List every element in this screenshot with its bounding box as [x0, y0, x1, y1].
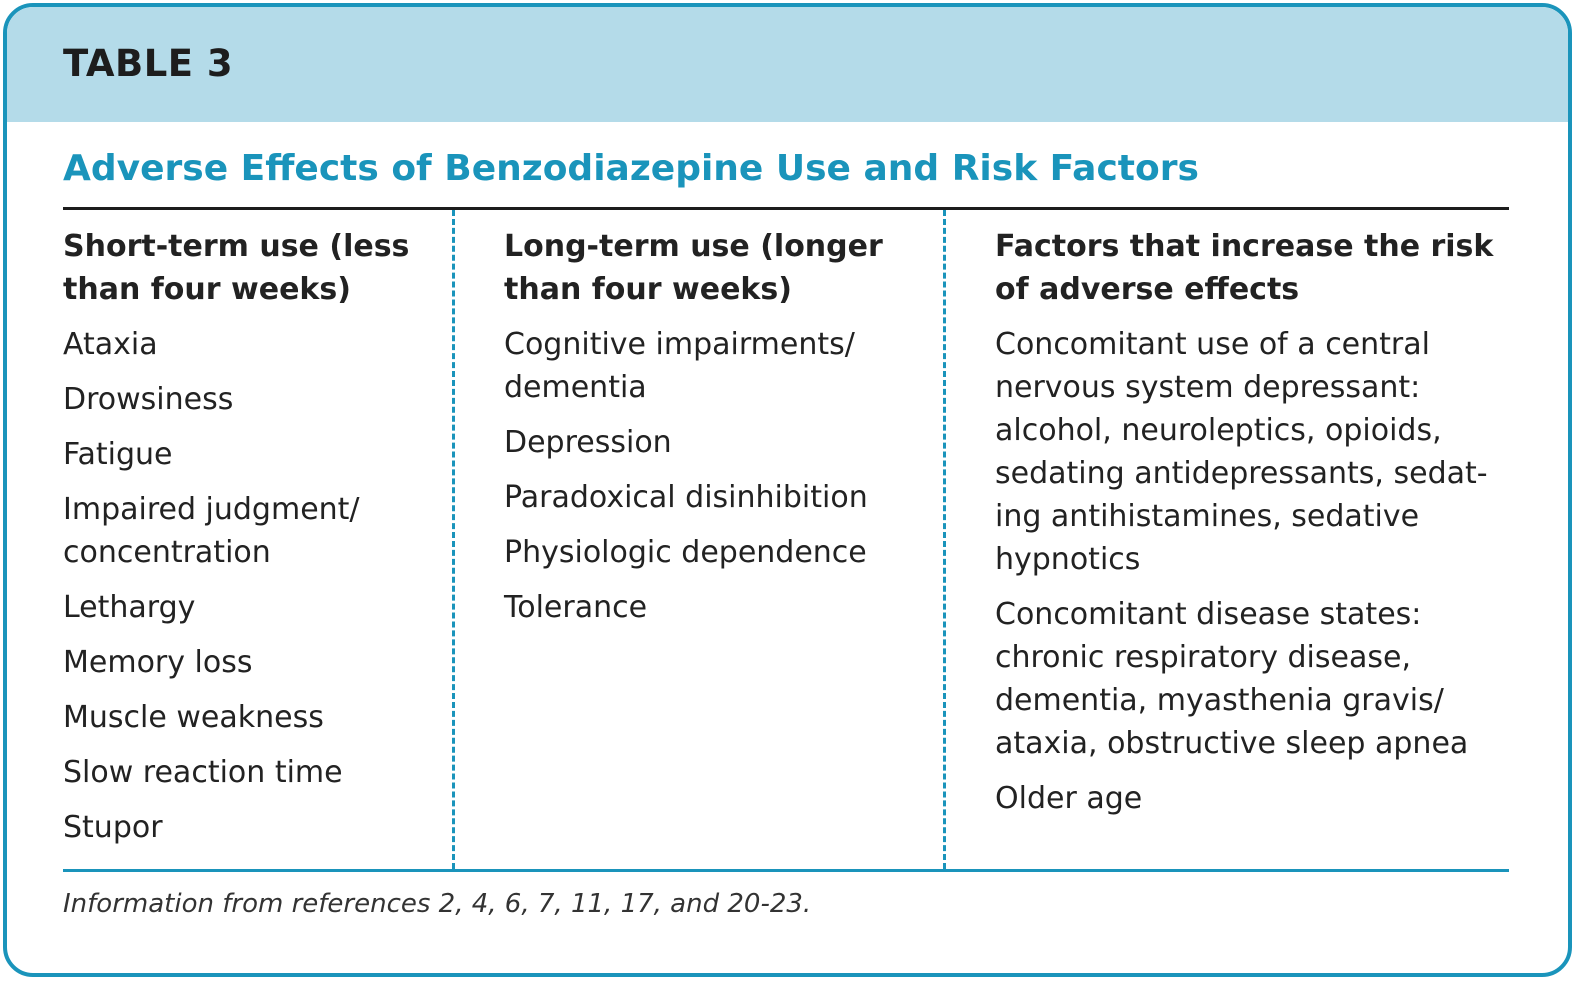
- list-item: Ataxia: [63, 327, 158, 362]
- list-item: Drowsiness: [63, 382, 234, 417]
- list-item: Paradoxical disinhibition: [504, 480, 868, 515]
- list-item: Concomitant disease states: chronic respiratory disease, dementia, myasthenia gravis/ ataxia, obstructive sleep apnea: [995, 597, 1469, 761]
- column-heading: Short-term use (less than four weeks): [63, 229, 410, 307]
- list-item: Physiologic dependence: [504, 535, 867, 570]
- column-divider-1: [452, 210, 455, 869]
- table-title: Adverse Effects of Benzodiazepine Use and Risk Factors: [63, 148, 1199, 189]
- column-short-term: [63, 225, 438, 861]
- column-list: [995, 323, 1505, 820]
- column-risk-factors: [995, 225, 1505, 832]
- list-item: Slow reaction time: [63, 755, 343, 790]
- list-item: Tolerance: [504, 590, 648, 625]
- column-heading: Long-term use (longer than four weeks): [504, 229, 883, 307]
- footnote: Information from references 2, 4, 6, 7, 11, 17, and 20-23.: [63, 889, 812, 919]
- list-item: Muscle weakness: [63, 700, 324, 735]
- column-heading: Factors that increase the risk of adverse effects: [995, 229, 1494, 307]
- list-item: Memory loss: [63, 645, 253, 680]
- list-item: Concomitant use of a central nervous system depressant: alcohol, neuroleptics, opioids, sedating antidepressants, sedat-ing antihistamines, sedative hypnotics: [995, 327, 1488, 577]
- bottom-rule: [63, 869, 1509, 872]
- list-item: Fatigue: [63, 437, 173, 472]
- column-long-term: [504, 225, 934, 641]
- top-rule: [63, 207, 1509, 210]
- list-item: Older age: [995, 781, 1143, 816]
- column-list: [63, 323, 438, 849]
- table-label: TABLE 3: [63, 42, 234, 85]
- column-divider-2: [943, 210, 946, 869]
- list-item: Cognitive impairments/ dementia: [504, 327, 855, 405]
- table-card: [3, 3, 1572, 977]
- list-item: Stupor: [63, 810, 163, 845]
- list-item: Impaired judgment/ concentration: [63, 492, 360, 570]
- list-item: Depression: [504, 425, 672, 460]
- header-band: [7, 7, 1568, 122]
- list-item: Lethargy: [63, 590, 196, 625]
- column-list: [504, 323, 934, 629]
